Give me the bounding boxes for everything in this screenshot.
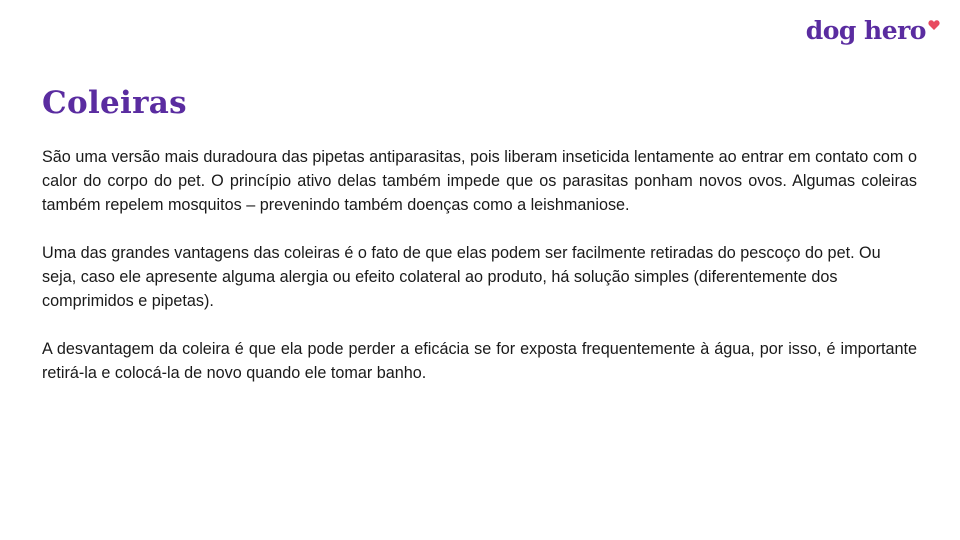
paragraph-advantages: Uma das grandes vantagens das coleiras é o fato de que elas podem ser facilmente retiradas do pescoço do pet. Ou seja, caso ele apresente alguma alergia ou efeito colateral ao produto, há solução simples (diferentemente dos comprimidos e pipetas). [42,244,881,310]
paragraph-intro: São uma versão mais duradoura das pipetas antiparasitas, pois liberam inseticida lentamente ao entrar em contato com o calor do corpo do pet. O princípio ativo delas também impede que os parasitas ponham novos ovos. Algumas coleiras também repelem mosquitos – prevenindo também doenças como a leishmaniose. [42,148,917,214]
dog-hero-logo [806,14,940,48]
body-text [42,145,917,409]
heart-icon [928,19,940,31]
page-title: Coleiras [42,85,187,121]
paragraph-disadvantages: A desvantagem da coleira é que ela pode perder a eficácia se for exposta frequentemente à água, por isso, é importante retirá-la e colocá-la de novo quando ele tomar banho. [42,340,917,382]
logo-text: dog hero [805,16,926,45]
